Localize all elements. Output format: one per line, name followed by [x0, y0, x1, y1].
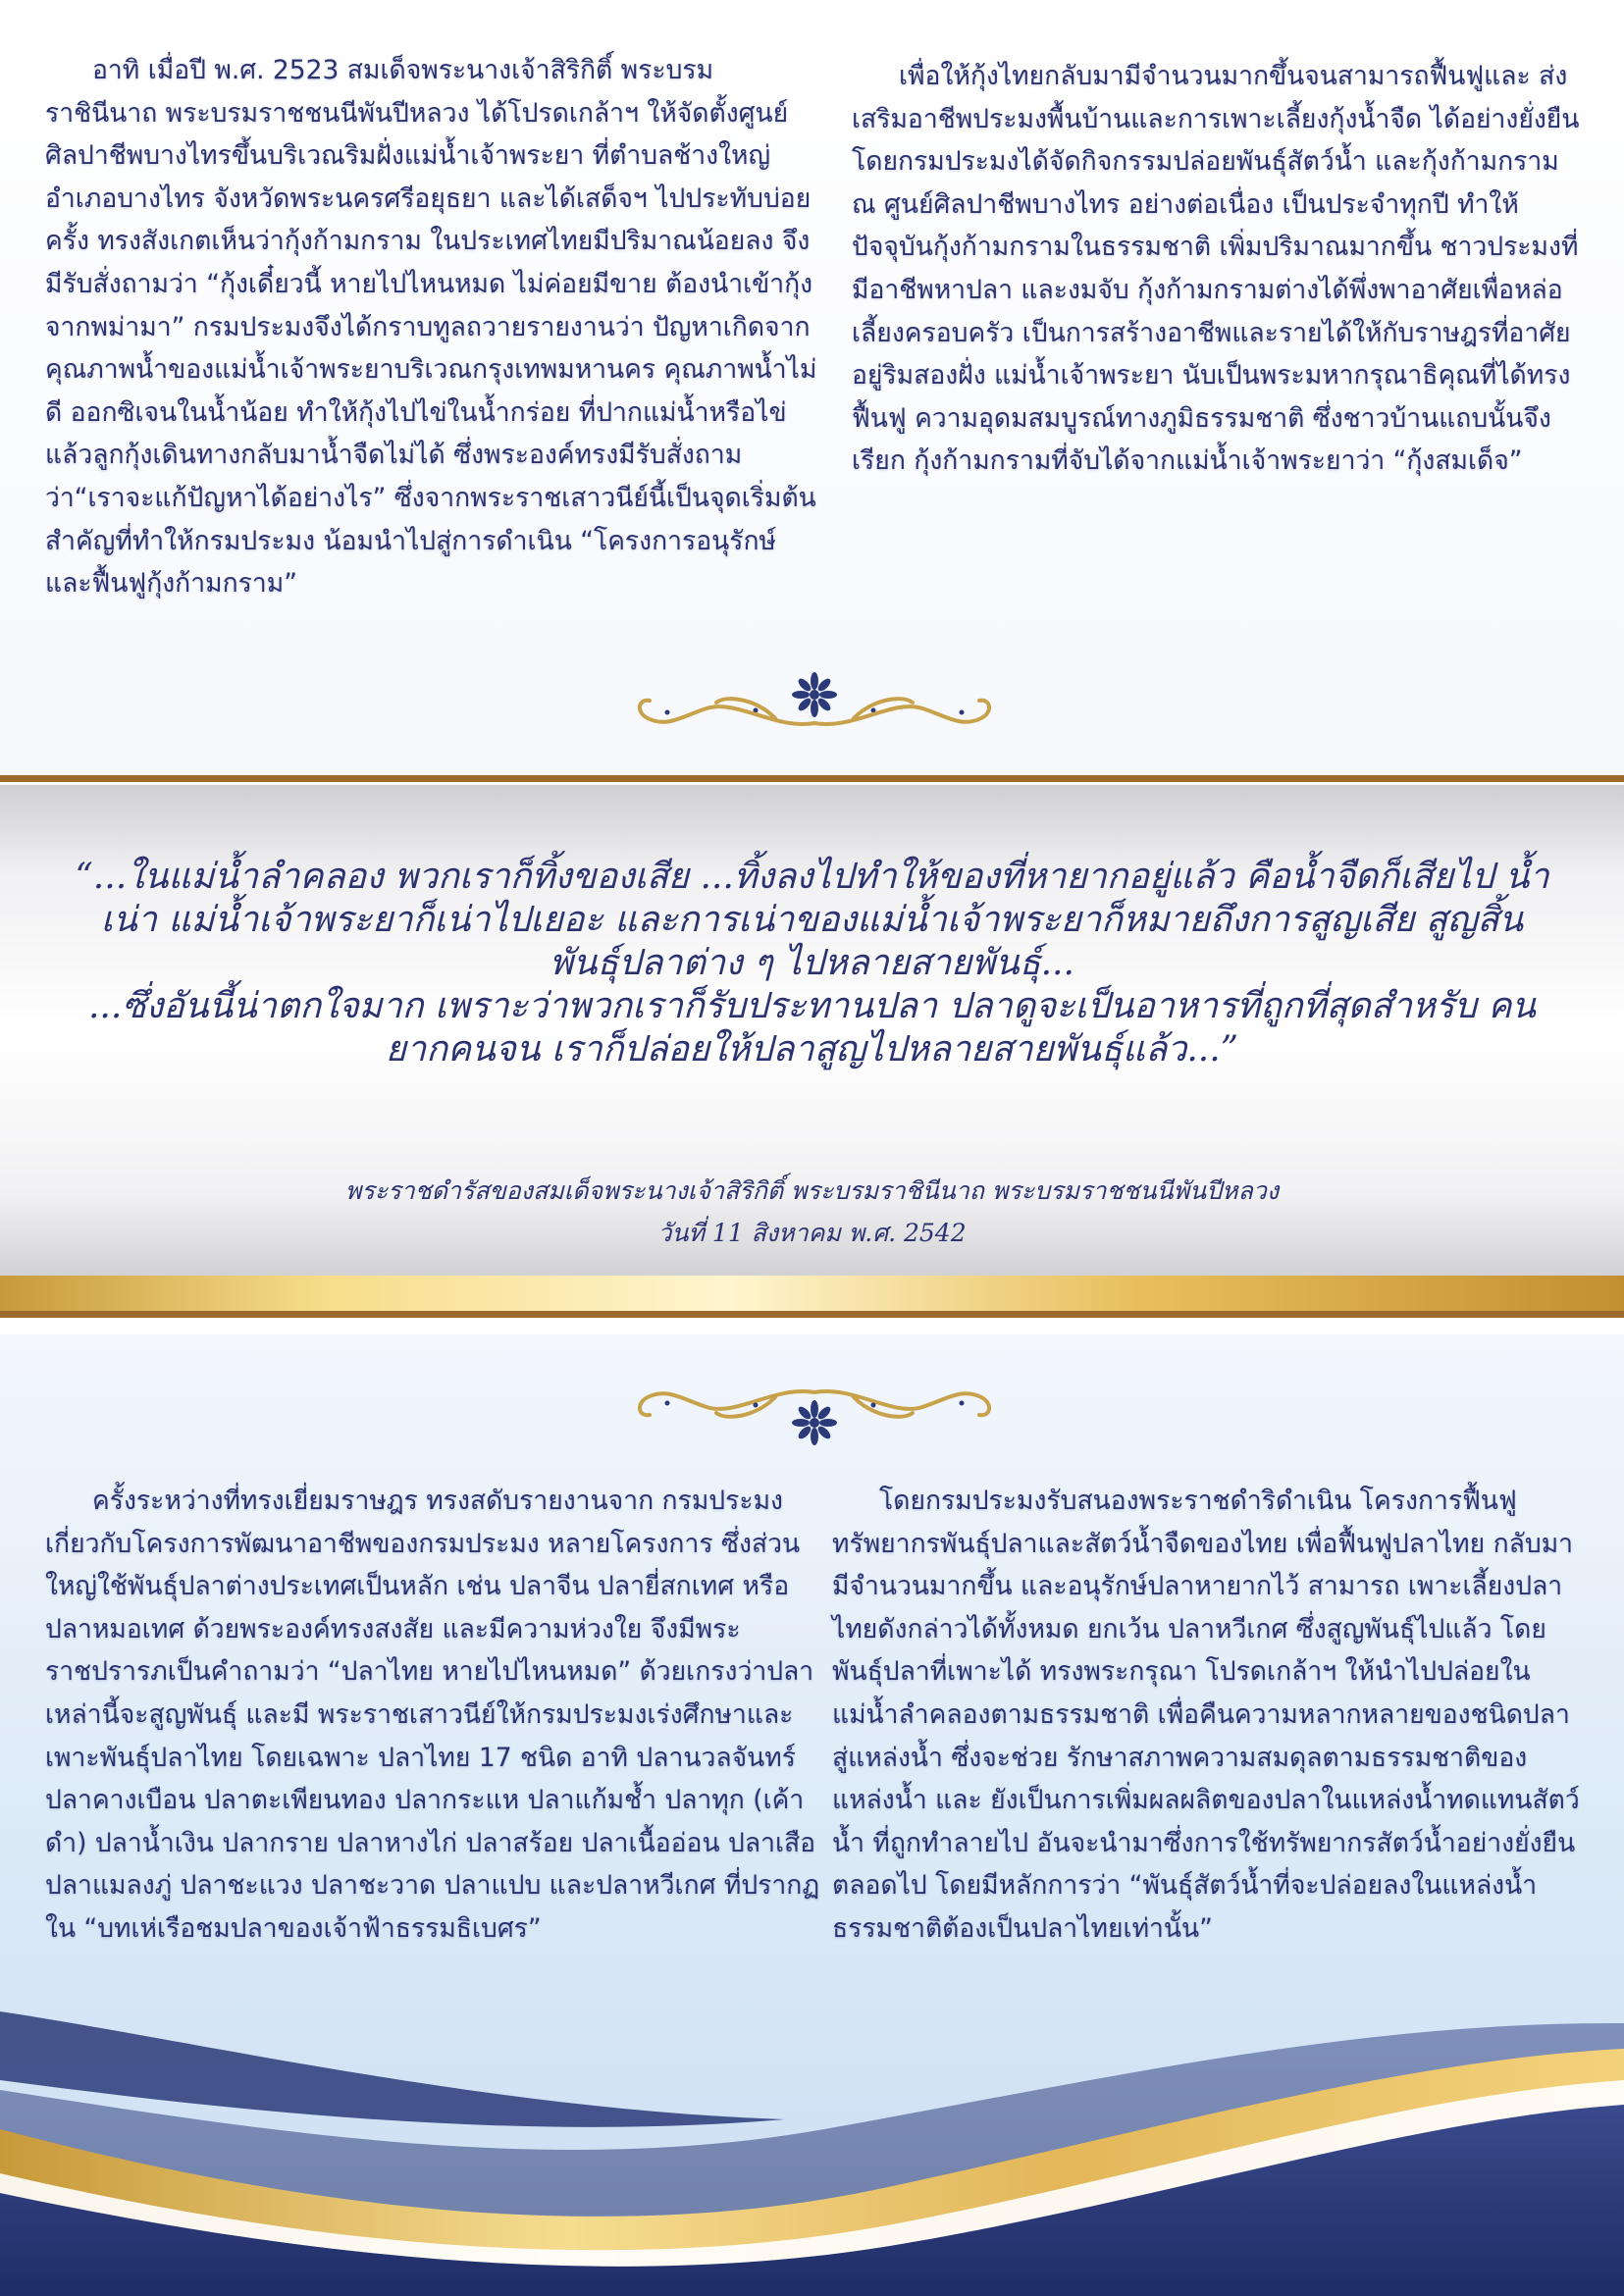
- bottom-right-paragraph: โดยกรมประมงรับสนองพระราชดำริดำเนิน โครงการฟื้นฟู ทรัพยากรพันธุ์ปลาและสัตว์น้ำจืดของไทย เพื่อฟื้นฟูปลาไทย กลับมามีจำนวนมากขึ้น และอนุรักษ์ปลาหายากไว้ สามารถ เพาะเลี้ยงปลาไทยดังกล่าวได้ทั้งหมด ยกเว้น ปลาหวีเกศ ซึ่งสูญพันธุ์ไปแล้ว โดยพันธุ์ปลาที่เพาะได้ ทรงพระกรุณา โปรดเกล้าฯ ให้นำไปปล่อยในแม่น้ำลำคลองตามธรรมชาติ เพื่อคืนความหลากหลายของชนิดปลาสู่แหล่งน้ำ ซึ่งจะช่วย รักษาสภาพความสมดุลตามธรรมชาติของแหล่งน้ำ และ ยังเป็นการเพิ่มผลผลิตของปลาในแหล่งน้ำทดแทนสัตว์น้ำ ที่ถูกทำลายไป อันจะนำมาซึ่งการใช้ทรัพยากรสัตว์น้ำอย่างยั่งยืน ตลอดไป โดยมีหลักการว่า “พันธุ์สัตว์น้ำที่จะปล่อยลงในแหล่งน้ำ ธรรมชาติต้องเป็นปลาไทยเท่านั้น”: [832, 1486, 1580, 1944]
- royal-quote: [69, 856, 1555, 1071]
- band-edge-line: [0, 775, 1624, 782]
- band-edge-line: [0, 1311, 1624, 1318]
- top-right-article: [852, 55, 1590, 483]
- quote-attribution-block: [118, 1170, 1506, 1254]
- bottom-left-article: [45, 1480, 820, 1951]
- quote-attribution: พระราชดำรัสของสมเด็จพระนางเจ้าสิริกิติ์ พระบรมราชินีนาถ พระบรมราชชนนีพันปีหลวง: [344, 1176, 1280, 1205]
- top-left-paragraph: อาทิ เมื่อปี พ.ศ. 2523 สมเด็จพระนางเจ้าสิริกิติ์ พระบรมราชินีนาถ พระบรมราชชนนีพันปีหลวง ได้โปรดเกล้าฯ ให้จัดตั้งศูนย์ศิลปาชีพบางไทรขึ้นบริเวณริมฝั่งแม่น้ำเจ้าพระยา ที่ตำบลช้างใหญ่ อำเภอบางไทร จังหวัดพระนครศรีอยุธยา และได้เสด็จฯ ไปประทับบ่อยครั้ง ทรงสังเกตเห็นว่ากุ้งก้ามกราม ในประเทศไทยมีปริมาณน้อยลง จึงมีรับสั่งถามว่า “กุ้งเดี๋ยวนี้ หายไปไหนหมด ไม่ค่อยมีขาย ต้องนำเข้ากุ้งจากพม่ามา” กรมประมงจึงได้กราบทูลถวายรายงานว่า ปัญหาเกิดจาก คุณภาพน้ำของแม่น้ำเจ้าพระยาบริเวณกรุงเทพมหานคร คุณภาพน้ำไม่ดี ออกซิเจนในน้ำน้อย ทำให้กุ้งไปไข่ในน้ำกร่อย ที่ปากแม่น้ำหรือไข่แล้วลูกกุ้งเดินทางกลับมาน้ำจืดไม่ได้ ซึ่งพระองค์ทรงมีรับสั่งถามว่า“เราจะแก้ปัญหาได้อย่างไร” ซึ่งจากพระราชเสาวนีย์นี้เป็นจุดเริ่มต้นสำคัญที่ทำให้กรมประมง น้อมนำไปสู่การดำเนิน “โครงการอนุรักษ์และฟื้นฟูกุ้งก้ามกราม”: [45, 55, 817, 600]
- top-left-article: [45, 49, 820, 605]
- quote-date: วันที่ 11 สิงหาคม พ.ศ. 2542: [657, 1219, 967, 1247]
- bottom-right-article: [832, 1480, 1583, 1951]
- gold-ribbon-bottom: [0, 1276, 1624, 1311]
- bottom-wave-decoration: [0, 2002, 1624, 2296]
- scroll-divider-icon: [628, 1378, 1001, 1446]
- quote-paragraph: ...ซึ่งอันนี้น่าตกใจมาก เพราะว่าพวกเราก็รับประทานปลา ปลาดูจะเป็นอาหารที่ถูกที่สุดสำหรับ คนยากคนจน เราก็ปล่อยให้ปลาสูญไปหลายสายพันธุ์แล้ว...”: [87, 986, 1537, 1070]
- flower-ornament-icon: [628, 669, 1001, 738]
- top-right-paragraph: เพื่อให้กุ้งไทยกลับมามีจำนวนมากขึ้นจนสามารถฟื้นฟูและ ส่งเสริมอาชีพประมงพื้นบ้านและการเพาะเลี้ยงกุ้งน้ำจืด ได้อย่างยั่งยืน โดยกรมประมงได้จัดกิจกรรมปล่อยพันธุ์สัตว์น้ำ และกุ้งก้ามกราม ณ ศูนย์ศิลปาชีพบางไทร อย่างต่อเนื่อง เป็นประจำทุกปี ทำให้ปัจจุบันกุ้งก้ามกรามในธรรมชาติ เพิ่มปริมาณมากขึ้น ชาวประมงที่มีอาชีพหาปลา และงมจับ กุ้งก้ามกรามต่างได้พึ่งพาอาศัยเพื่อหล่อเลี้ยงครอบครัว เป็นการสร้างอาชีพและรายได้ให้กับราษฎรที่อาศัยอยู่ริมสองฝั่ง แม่น้ำเจ้าพระยา นับเป็นพระมหากรุณาธิคุณที่ได้ทรงฟื้นฟู ความอุดมสมบูรณ์ทางภูมิธรรมชาติ ซึ่งชาวบ้านแถบนั้นจึงเรียก กุ้งก้ามกรามที่จับได้จากแม่น้ำเจ้าพระยาว่า “กุ้งสมเด็จ”: [852, 61, 1580, 477]
- bottom-left-paragraph: ครั้งระหว่างที่ทรงเยี่ยมราษฎร ทรงสดับรายงานจาก กรมประมงเกี่ยวกับโครงการพัฒนาอาชีพของกรมประมง หลายโครงการ ซึ่งส่วนใหญ่ใช้พันธุ์ปลาต่างประเทศเป็นหลัก เช่น ปลาจีน ปลายี่สกเทศ หรือปลาหมอเทศ ด้วยพระองค์ทรงสงสัย และมีความห่วงใย จึงมีพระราชปรารภเป็นคำถามว่า “ปลาไทย หายไปไหนหมด” ด้วยเกรงว่าปลาเหล่านี้จะสูญพันธุ์ และมี พระราชเสาวนีย์ให้กรมประมงเร่งศึกษาและเพาะพันธุ์ปลาไทย โดยเฉพาะ ปลาไทย 17 ชนิด อาทิ ปลานวลจันทร์ ปลาคางเบือน ปลาตะเพียนทอง ปลากระแห ปลาแก้มช้ำ ปลาทุก (เค้าดำ) ปลาน้ำเงิน ปลากราย ปลาหางไก่ ปลาสร้อย ปลาเนื้ออ่อน ปลาเสือ ปลาแมลงภู่ ปลาชะแวง ปลาชะวาด ปลาแปบ และปลาหวีเกศ ที่ปรากฏใน “บทเห่เรือชมปลาของเจ้าฟ้าธรรมธิเบศร”: [45, 1486, 820, 1944]
- quote-paragraph: “...ในแม่น้ำลำคลอง พวกเราก็ทิ้งของเสีย ...ทิ้งลงไปทำให้ของที่หายากอยู่แล้ว คือน้ำจืดก็เสียไป น้ำเน่า แม่น้ำเจ้าพระยาก็เน่าไปเยอะ และการเน่าของแม่น้ำเจ้าพระยาก็หมายถึงการสูญเสีย สูญสิ้นพันธุ์ปลาต่าง ๆ ไปหลายสายพันธุ์...: [75, 857, 1549, 983]
